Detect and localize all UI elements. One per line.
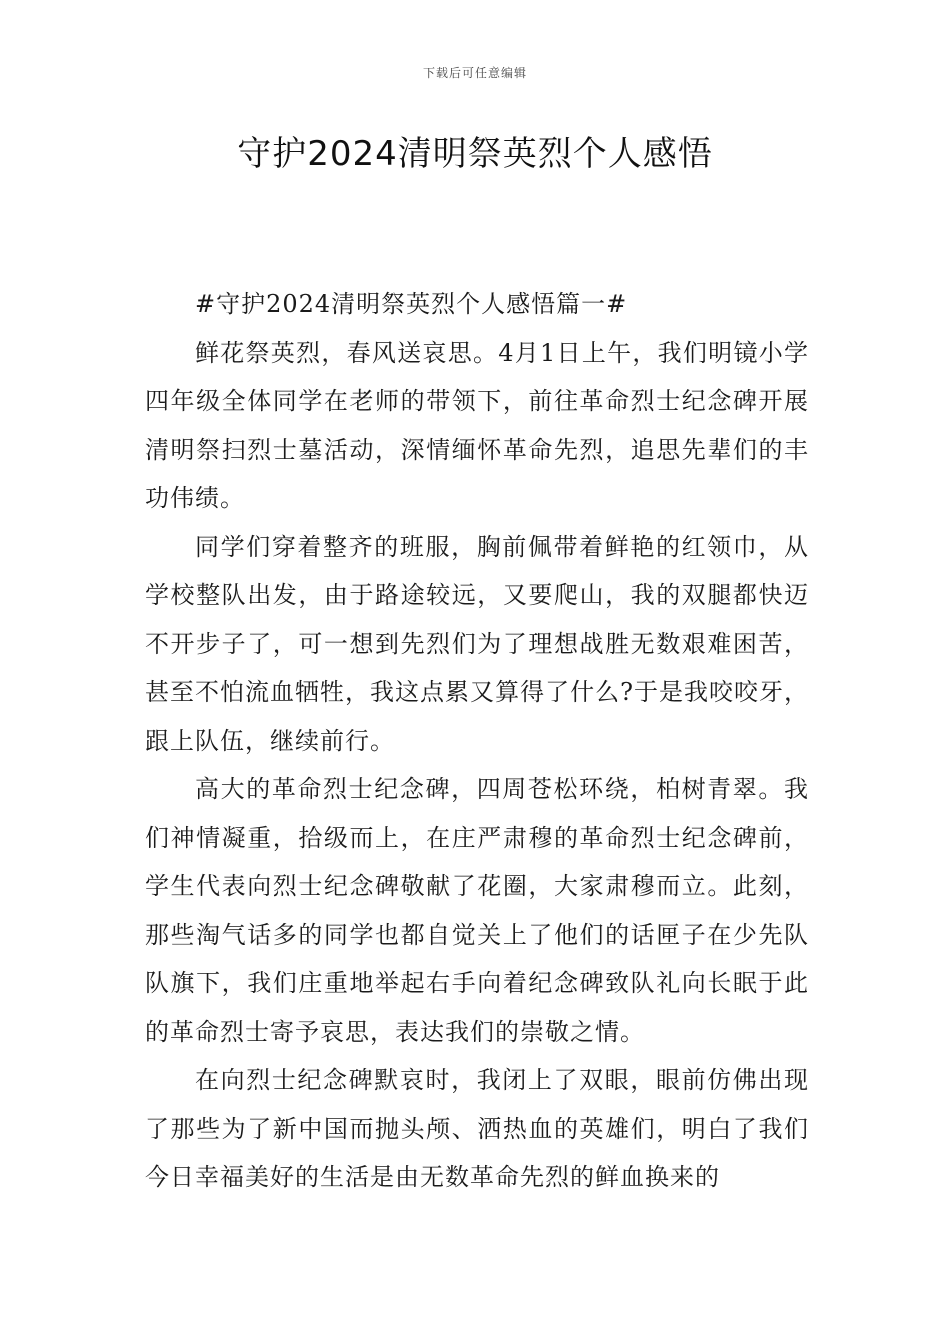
document-title: 守护2024清明祭英烈个人感悟	[237, 134, 713, 174]
paragraph-4: 在向烈士纪念碑默哀时，我闭上了双眼，眼前仿佛出现了那些为了新中国而抛头颅、洒热血的英雄们，明白了我们今日幸福美好的生活是由无数革命先烈的鲜血换来的	[145, 1066, 809, 1191]
paragraph-2: 同学们穿着整齐的班服，胸前佩带着鲜艳的红领巾，从学校整队出发，由于路途较远，又要爬山，我的双腿都快迈不开步子了，可一想到先烈们为了理想战胜无数艰难困苦，甚至不怕流血牺牲，我这点累又算得了什么?于是我咬咬牙，跟上队伍，继续前行。	[145, 532, 809, 755]
paragraph-1: 鲜花祭英烈，春风送哀思。4月1日上午，我们明镜小学四年级全体同学在老师的带领下，前往革命烈士纪念碑开展清明祭扫烈士墓活动，深情缅怀革命先烈，追思先辈们的丰功伟绩。	[145, 338, 809, 512]
paragraph-3: 高大的革命烈士纪念碑，四周苍松环绕，柏树青翠。我们神情凝重，拾级而上，在庄严肃穆的革命烈士纪念碑前，学生代表向烈士纪念碑敬献了花圈，大家肃穆而立。此刻，那些淘气话多的同学也都自觉关上了他们的话匣子在少先队队旗下，我们庄重地举起右手向着纪念碑致队礼向长眠于此的革命烈士寄予哀思，表达我们的崇敬之情。	[145, 775, 809, 1046]
header-note: 下载后可任意编辑	[422, 66, 527, 80]
document-body	[145, 280, 809, 1202]
section-heading: #守护2024清明祭英烈个人感悟篇一#	[195, 290, 628, 318]
